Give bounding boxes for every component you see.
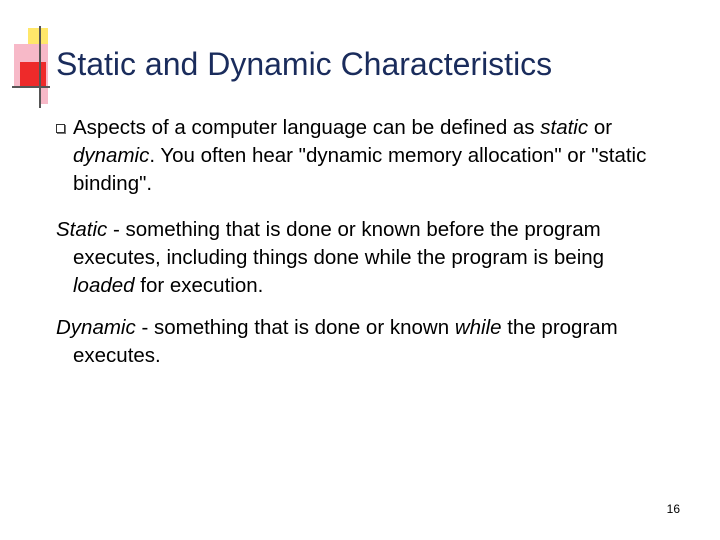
static-definition-text: - something that is done or known before the program executes, including things done while the program is being [73,218,605,269]
static-term: Static [56,218,108,241]
or-word: or [588,116,613,139]
loaded-word: loaded [73,274,135,297]
static-word: static [540,116,589,139]
static-definition-end: for execution. [134,274,264,297]
corner-ornament-pink-tail [40,86,48,104]
corner-ornament-vertical-line [39,26,41,108]
dynamic-term: Dynamic [56,316,136,339]
bullet-item [56,114,656,198]
dynamic-word: dynamic [73,144,150,167]
square-bullet-icon [56,124,65,133]
static-definition [56,216,656,300]
page-number: 16 [666,502,680,516]
dynamic-definition [56,314,656,370]
dynamic-definition-text: - something that is done or known [135,316,455,339]
corner-ornament-horizontal-line [12,86,50,88]
bullet-text-line1: Aspects of a computer language can be defined as [73,116,535,139]
slide-title: Static and Dynamic Characteristics [56,46,553,82]
dynamic-definition-end: the program executes. [73,316,618,367]
bullet-text-rest: . You often hear "dynamic memory allocation" or "static binding". [73,144,647,195]
while-word: while [454,316,502,339]
slide-body [56,114,656,384]
corner-ornament-red-block [20,62,46,88]
